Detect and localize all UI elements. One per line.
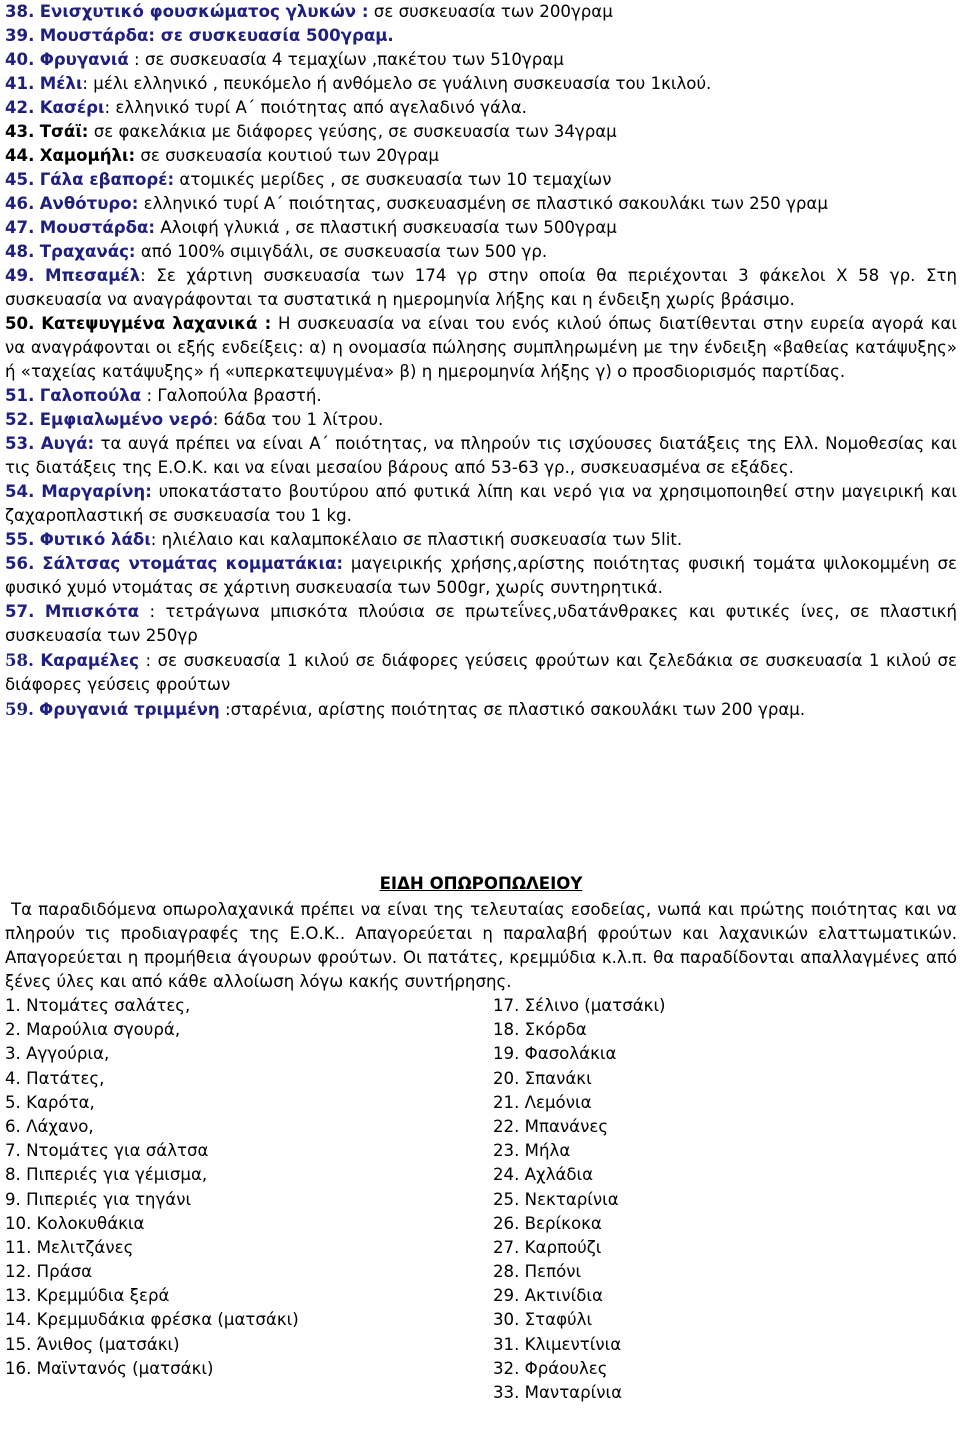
list-item: 57. Μπισκότα : τετράγωνα μπισκότα πλούσια σε πρωτεΐνες,υδατάνθρακες και φυτικές ίνες, σε πλαστική συσκευασία των 250γρ (5, 602, 957, 645)
list-item: 14. Κρεμμυδάκια φρέσκα (ματσάκι) (5, 1310, 299, 1330)
list-item: 41. Μέλι: μέλι ελληνικό , πευκόμελο ή ανθόμελο σε γυάλινη συσκευασία του 1κιλού. (5, 74, 712, 93)
list-item: 25. Νεκταρίνια (493, 1189, 619, 1209)
list-item: 20. Σπανάκι (493, 1068, 592, 1088)
list-item: 7. Ντομάτες για σάλτσα (5, 1141, 209, 1161)
list-item: 21. Λεμόνια (493, 1092, 592, 1112)
list-item: 51. Γαλοπούλα : Γαλοπούλα βραστή. (5, 386, 322, 405)
list-item: 54. Μαργαρίνη: υποκατάστατο βουτύρου από φυτικά λίπη και νερό για να χρησιμοποιηθεί στην μαγειρική και ζαχαροπλαστική σε συσκευασία του 1 kg. (5, 482, 958, 525)
list-item: 29. Ακτινίδια (493, 1286, 603, 1306)
list-item: 27. Καρπούζι (493, 1237, 602, 1257)
list-item: 39. Μουστάρδα: σε συσκευασία 500γραμ. (5, 26, 394, 45)
list-item: 15. Άνιθος (ματσάκι) (5, 1334, 180, 1354)
list-item: 16. Μαϊντανός (ματσάκι) (5, 1358, 214, 1378)
list-item: 50. Κατεψυγμένα λαχανικά : Η συσκευασία να είναι του ενός κιλού όπως διατίθενται στην ευρεία αγορά και να αναγράφονται οι εξής ενδείξεις: α) η ονομασία πώλησης συμπληρωμένη με την ένδειξη «βαθείας κατάψυξης» ή «ταχείας κατάψυξης» ή «υπερκατεψυγμένα» β) η ημερομηνία λήξης γ) ο προσδιορισμός παρτίδας. (5, 314, 957, 381)
list-item: 33. Μανταρίνια (493, 1383, 623, 1402)
list-item: 30. Σταφύλι (493, 1310, 593, 1330)
list-item: 26. Βερίκοκα (493, 1213, 602, 1233)
list-item: 4. Πατάτες, (5, 1068, 105, 1088)
list-item: 42. Κασέρι: ελληνικό τυρί Α΄ ποιότητας από αγελαδινό γάλα. (5, 98, 527, 117)
fruit-list-right (493, 994, 666, 1405)
list-item: 32. Φράουλες (493, 1358, 608, 1378)
list-item: 47. Μουστάρδα: Αλοιφή γλυκιά , σε πλαστική συσκευασία των 500γραμ (5, 218, 617, 237)
list-item: 8. Πιπεριές για γέμισμα, (5, 1165, 208, 1185)
list-item: 9. Πιπεριές για τηγάνι (5, 1189, 192, 1209)
list-item: 31. Κλιμεντίνια (493, 1334, 622, 1354)
list-item: 53. Αυγά: τα αυγά πρέπει να είναι Α΄ ποιότητας, να πληρούν τις ισχύουσες διατάξεις της Ελλ. Νομοθεσίας και τις διατάξεις της Ε.Ο.Κ. και να είναι μεσαίου βάρους από 53-63 γρ., συσκευασμένα σε εξάδες. (5, 434, 957, 477)
fruit-columns (5, 994, 957, 1414)
list-item: 44. Χαμομήλι: σε συσκευασία κουτιού των 20γραμ (5, 146, 439, 165)
product-list (5, 0, 957, 722)
list-item: 1. Ντομάτες σαλάτες, (5, 996, 191, 1015)
list-item: 22. Μπανάνες (493, 1116, 609, 1136)
list-item: 19. Φασολάκια (493, 1044, 617, 1064)
list-item: 45. Γάλα εβαπορέ: ατομικές μερίδες , σε συσκευασία των 10 τεμαχίων (5, 170, 612, 189)
list-item: 17. Σέλινο (ματσάκι) (493, 996, 666, 1015)
list-item: 18. Σκόρδα (493, 1020, 587, 1040)
fruit-section (5, 872, 957, 1414)
list-item: 43. Τσάϊ: σε φακελάκια με διάφορες γεύσης, σε συσκευασία των 34γραμ (5, 122, 617, 141)
list-item: 23. Μήλα (493, 1141, 571, 1161)
list-item: 3. Αγγούρια, (5, 1044, 110, 1064)
list-item: 46. Ανθότυρο: ελληνικό τυρί Α΄ ποιότητας, συσκευασμένη σε πλαστικό σακουλάκι των 250 γραμ (5, 194, 828, 213)
list-item: 38. Ενισχυτικό φουσκώματος γλυκών : σε συσκευασία των 200γραμ (5, 2, 613, 21)
list-item: 2. Μαρούλια σγουρά, (5, 1020, 181, 1040)
fruit-list-left (5, 994, 299, 1381)
list-item: 52. Εμφιαλωμένο νερό: 6άδα του 1 λίτρου. (5, 410, 384, 429)
section-title: ΕΙΔΗ ΟΠΩΡΟΠΩΛΕΙΟΥ (379, 874, 583, 893)
list-item: 48. Τραχανάς: από 100% σιμιγδάλι, σε συσκευασία των 500 γρ. (5, 242, 548, 261)
list-item: 56. Σάλτσας ντομάτας κομματάκια: μαγειρικής χρήσης,αρίστης ποιότητας φυσική τομάτα ψιλοκομμένη σε φυσικό χυμό ντομάτας σε χάρτινη συσκευασία των 500gr, χωρίς συντηρητικά. (5, 554, 957, 597)
list-item: 13. Κρεμμύδια ξερά (5, 1286, 170, 1306)
list-item: 59. Φρυγανιά τριμμένη :σταρένια, αρίστης ποιότητας σε πλαστικό σακουλάκι των 200 γραμ. (5, 699, 806, 719)
list-item: 6. Λάχανο, (5, 1116, 94, 1136)
list-item: 10. Κολοκυθάκια (5, 1213, 145, 1233)
list-item: 24. Αχλάδια (493, 1165, 594, 1185)
list-item: 40. Φρυγανιά : σε συσκευασία 4 τεμαχίων ,πακέτου των 510γραμ (5, 50, 564, 69)
list-item: 28. Πεπόνι (493, 1262, 582, 1282)
list-item: 12. Πράσα (5, 1262, 93, 1282)
list-item: 5. Καρότα, (5, 1092, 95, 1112)
section-intro: Τα παραδιδόμενα οπωρολαχανικά πρέπει να είναι της τελευταίας εσοδείας, νωπά και πρώτης ποιότητας και να πληρούν τις προδιαγραφές της Ε.Ο.Κ.. Απαγορεύεται η παραλαβή φρούτων και λαχανικών ελαττωματικών. Απαγορεύεται η προμήθεια άγουρων φρούτων. Οι πατάτες, κρεμμύδια κ.λ.π. θα παραδίδονται απαλλαγμένες από ξένες ύλες και από κάθε αλλοίωση λόγω κακής συντήρησης. (5, 900, 957, 991)
list-item: 58. Καραμέλες : σε συσκευασία 1 κιλού σε διάφορες γεύσεις φρούτων και ζελεδάκια σε συσκευασία 1 κιλού σε διάφορες γεύσεις φρούτων (5, 650, 957, 694)
list-item: 49. Μπεσαμέλ: Σε χάρτινη συσκευασία των 174 γρ στην οποία θα περιέχονται 3 φάκελοι Χ 58 γρ. Στη συσκευασία να αναγράφονται τα συστατικά η ημερομηνία λήξης και η ένδειξη χωρίς βράσιμο. (5, 266, 957, 309)
list-item: 11. Μελιτζάνες (5, 1237, 134, 1257)
list-item: 55. Φυτικό λάδι: ηλιέλαιο και καλαμποκέλαιο σε πλαστική συσκευασία των 5lit. (5, 530, 683, 549)
